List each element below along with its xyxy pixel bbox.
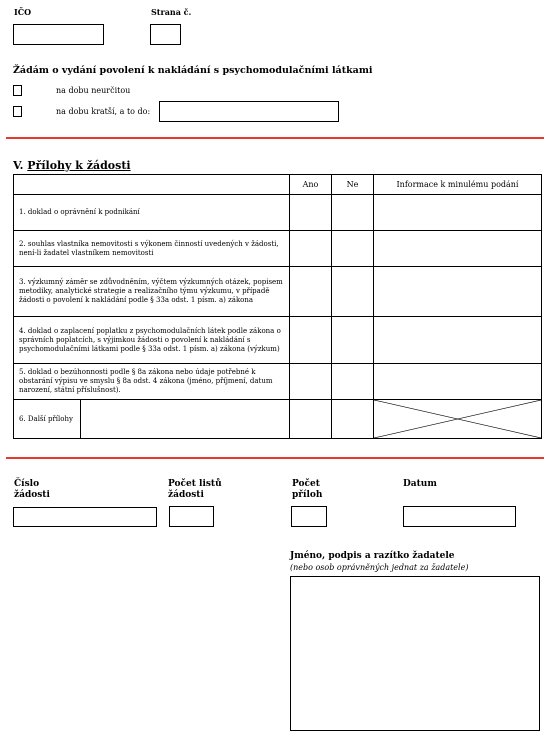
info-cell[interactable]	[374, 267, 542, 317]
section-divider	[6, 457, 544, 459]
indefinite-label: na dobu neurčitou	[56, 86, 131, 95]
ne-cell[interactable]	[332, 400, 374, 439]
date-label: Datum	[403, 479, 437, 489]
request-title: Žádám o vydání povolení k nakládání s psychomodulačními látkami	[13, 65, 373, 76]
other-attachments-label: 6. Další přílohy	[14, 400, 81, 439]
ne-cell[interactable]	[332, 364, 374, 400]
ico-label: IČO	[14, 7, 32, 17]
ne-cell[interactable]	[332, 195, 374, 231]
section-divider	[6, 137, 544, 139]
ano-cell[interactable]	[290, 400, 332, 439]
row-label: 5. doklad o bezúhonnosti podle § 8a zákona nebo údaje potřebné k obstarání výpisu ve smyslu § 8a odst. 4 zákona (jméno, příjmení, datum narození, státní příslušnost).	[14, 364, 290, 400]
signature-title: Jméno, podpis a razítko žadatele	[290, 551, 455, 561]
ano-cell[interactable]	[290, 267, 332, 317]
info-cell[interactable]	[374, 317, 542, 364]
attachment-count-field[interactable]	[291, 506, 327, 527]
column-ne: Ne	[332, 175, 374, 195]
row-label: 1. doklad o oprávnění k podnikání	[14, 195, 290, 231]
table-row	[14, 400, 542, 439]
signature-note: (nebo osob oprávněných jednat za žadatele)	[290, 563, 469, 572]
sheet-count-label: Počet listů žádosti	[168, 479, 222, 500]
page-number-field[interactable]	[150, 24, 181, 45]
table-row	[14, 231, 542, 267]
row-label: 2. souhlas vlastníka nemovitosti s výkonem činností uvedených v žádosti, není-li žadatel vlastníkem nemovitosti	[14, 231, 290, 267]
info-cell[interactable]	[374, 364, 542, 400]
cross-out-icon	[374, 400, 541, 438]
request-number-field[interactable]	[13, 507, 157, 527]
table-row	[14, 364, 542, 400]
ne-cell[interactable]	[332, 267, 374, 317]
request-number-label: Číslo žádosti	[14, 479, 50, 500]
attachment-count-label: Počet příloh	[292, 479, 323, 500]
crossed-out-cell	[374, 400, 542, 439]
shorter-period-label: na dobu kratší, a to do:	[56, 107, 151, 116]
column-ano: Ano	[290, 175, 332, 195]
ne-cell[interactable]	[332, 317, 374, 364]
table-row	[14, 195, 542, 231]
shorter-period-checkbox[interactable]	[13, 106, 22, 117]
table-row	[14, 317, 542, 364]
header-empty-cell	[14, 175, 290, 195]
other-attachments-input[interactable]	[81, 400, 290, 439]
table-header-row	[14, 175, 542, 195]
sheet-count-field[interactable]	[169, 506, 214, 527]
indefinite-checkbox[interactable]	[13, 85, 22, 96]
attachments-table	[13, 174, 542, 439]
signature-field[interactable]	[290, 576, 540, 731]
ico-field[interactable]	[13, 24, 104, 45]
info-cell[interactable]	[374, 195, 542, 231]
section5-number: V.	[13, 159, 24, 172]
section5-title	[13, 159, 131, 172]
ne-cell[interactable]	[332, 231, 374, 267]
ano-cell[interactable]	[290, 364, 332, 400]
info-cell[interactable]	[374, 231, 542, 267]
page-number-label: Strana č.	[151, 7, 192, 17]
ano-cell[interactable]	[290, 317, 332, 364]
row-label: 3. výzkumný záměr se zdůvodněním, výčtem výzkumných otázek, popisem metodiky, analytické strategie a realizačního týmu výzkumu, v případě žádosti o povolení k nakládání podle § 33a odst. 1 písm. a) zákona	[14, 267, 290, 317]
date-field[interactable]	[403, 506, 516, 527]
section5-title-text: Přílohy k žádosti	[27, 159, 131, 172]
ano-cell[interactable]	[290, 195, 332, 231]
ano-cell[interactable]	[290, 231, 332, 267]
column-info: Informace k minulému podání	[374, 175, 542, 195]
table-row	[14, 267, 542, 317]
row-label: 4. doklad o zaplacení poplatku z psychomodulačních látek podle zákona o správních poplatcích, s výjimkou žádosti o povolení k nakládání s psychomodulačními látkami podle § 33a odst. 1 písm. a) zákona (výzkum)	[14, 317, 290, 364]
shorter-period-date-field[interactable]	[159, 101, 339, 122]
